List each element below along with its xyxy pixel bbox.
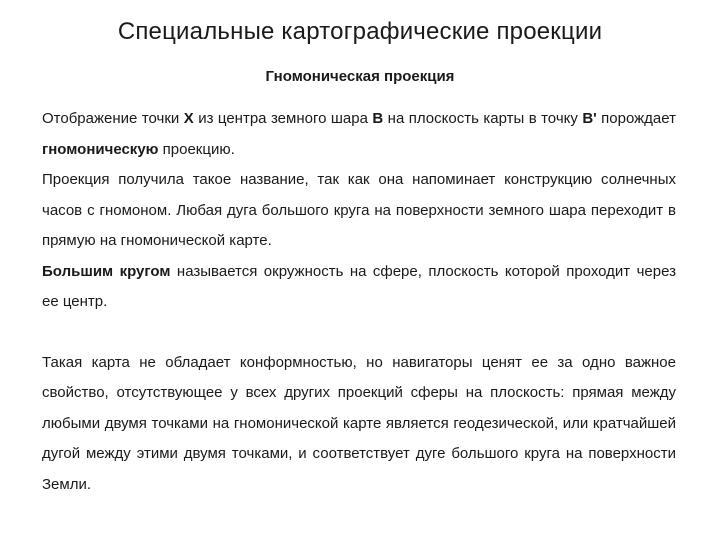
- paragraph-definition: [42, 104, 676, 165]
- text-run: проекцию.: [158, 140, 235, 158]
- bold-term-b: В: [372, 110, 384, 127]
- text-run: на плоскость карты в точку: [383, 110, 583, 127]
- text-run: порождает: [596, 110, 676, 127]
- bold-term-gnomonic: гномоническую: [42, 140, 159, 158]
- bold-term-great-circle: Большим кругом: [42, 262, 171, 280]
- paragraph-navigation-property: Такая карта не обладает конформностью, но навигаторы ценят ее за одно важное свойство, отсутствующее у всех других проекций сферы на плоскость: прямая между любыми двумя точками на гномонической карте является геодезической, или кратчайшей дугой между этими двумя точками, и соответствует дуге большого круга на поверхности Земли.: [42, 353, 676, 493]
- bold-term-x: Х: [183, 110, 194, 127]
- slide-subtitle: Гномоническая проекция: [265, 68, 455, 85]
- paragraph-great-circle: [42, 257, 676, 318]
- slide-title: Специальные картографические проекции: [117, 18, 603, 45]
- text-run: Отображение точки: [42, 110, 184, 127]
- text-run: из центра земного шара: [193, 110, 373, 127]
- slide-body: [42, 104, 676, 500]
- text-run: называется окружность на сфере, плоскость которой проходит через ее центр.: [42, 262, 677, 310]
- paragraph-name-origin: Проекция получила такое название, так как она напоминает конструкцию солнечных часов с гномоном. Любая дуга большого круга на поверхности земного шара переходит в прямую на гномонической карте.: [42, 171, 676, 249]
- bold-term-b-prime: В': [582, 110, 597, 127]
